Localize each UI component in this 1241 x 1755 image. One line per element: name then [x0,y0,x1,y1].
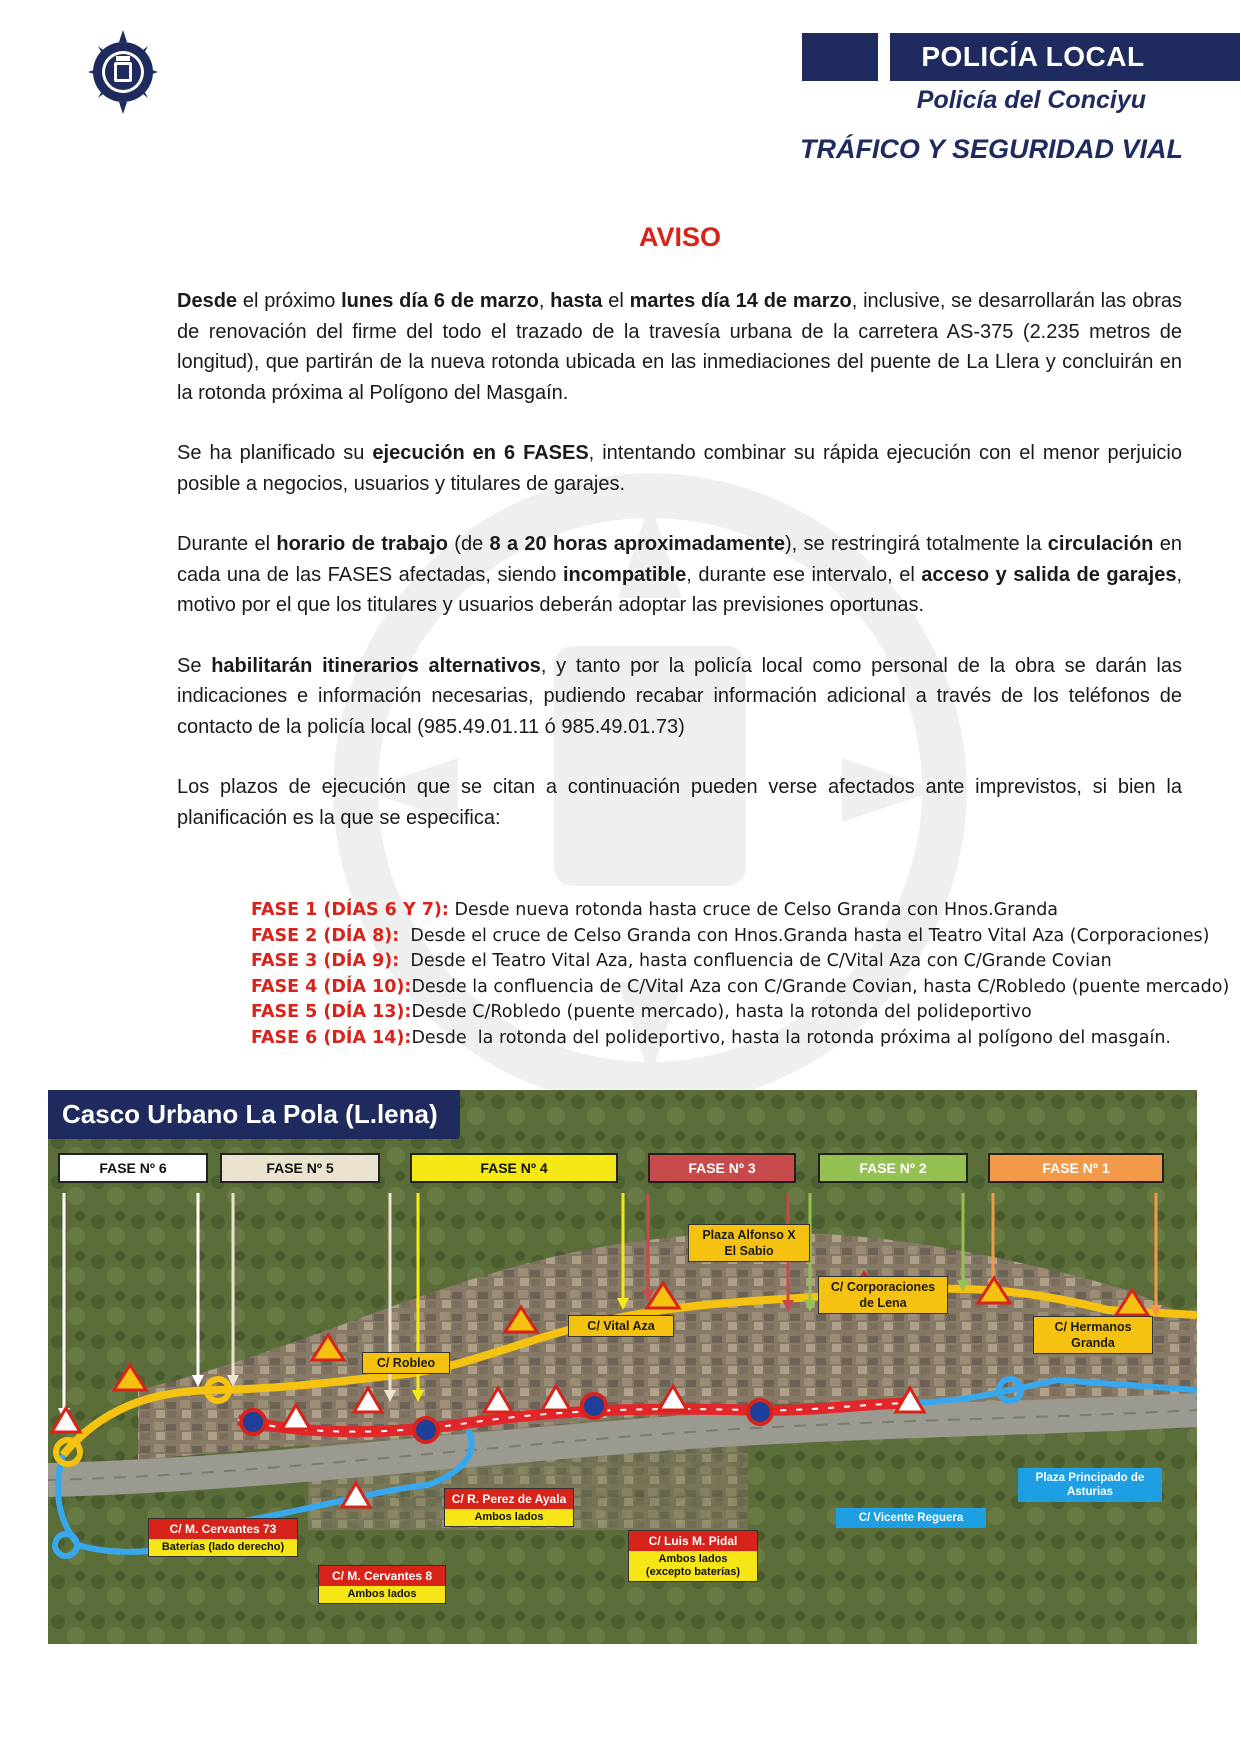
phase-box-2: FASE Nº 2 [818,1153,968,1183]
notice-bold-text: acceso y salida de garajes [921,563,1177,586]
notice-text: Los plazos de ejecución que se citan a continuación pueden verse afectados ante imprevistos, si bien la planificación es la que se especifica: [177,776,1182,829]
phase-description: Desde nueva rotonda hasta cruce de Celso Granda con Hnos.Granda [448,900,1059,920]
notice-text: Se [177,654,212,677]
notice-bold-text: 8 a 20 horas aproximadamente [489,533,785,555]
label-luis-pidal-note: Ambos lados (excepto baterías) [629,1551,757,1581]
notice-text: el [602,290,630,312]
notice-bold-text: incompatible [562,563,687,586]
phase-description: Desde la rotonda del polideportivo, hasta la rotonda próxima al polígono del masgaín. [411,1027,1171,1048]
phase-description: Desde el cruce de Celso Granda con Hnos.Granda hasta el Teatro Vital Aza (Corporaciones) [399,925,1210,946]
header-department: TRÁFICO Y SEGURIDAD VIAL [799,134,1183,164]
notice-text: , motivo por el que los titulares y usuarios deberán adoptar las previsiones oportunas. [177,563,1183,616]
label-plaza-alfonso-text: Plaza Alfonso X El Sabio [702,1228,796,1258]
notice-paragraph [177,438,1182,499]
phase-box-1: FASE Nº 1 [988,1153,1164,1183]
label-vicente-reguera-text: C/ Vicente Reguera [858,1512,964,1524]
route-map [48,1090,1197,1644]
label-luis-pidal [628,1530,758,1582]
label-vital-aza [568,1315,674,1337]
notice-text: , intentando combinar su rápida ejecución con el menor perjuicio posible a negocios, usuarios y titulares de garajes. [177,442,1182,495]
notice-text: (de [447,533,490,555]
phase-label: FASE 2 (DÍA 8): [251,925,400,946]
notice-text: , durante ese intervalo, el [686,563,922,586]
label-corporaciones [818,1276,948,1314]
label-cervantes-8 [318,1565,446,1604]
label-vicente-reguera [836,1508,986,1528]
label-plaza-principado-text: Plaza Principado de Asturias [1035,1472,1145,1498]
phase-description: Desde la confluencia de C/Vital Aza con C/Grande Covian, hasta C/Robledo (puente mercado) [411,976,1230,997]
phase-description: Desde el Teatro Vital Aza, hasta confluencia de C/Vital Aza con C/Grande Covian [399,951,1112,971]
notice-bold-text: lunes día 6 de marzo [341,290,539,312]
label-cervantes-8-street: C/ M. Cervantes 8 [319,1566,445,1586]
map-title: Casco Urbano La Pola (L.lena) [48,1090,460,1139]
label-vital-aza-text: C/ Vital Aza [587,1319,655,1333]
phase-description: Desde C/Robledo (puente mercado), hasta la rotonda del polideportivo [411,1002,1032,1022]
label-perez-ayala [444,1488,574,1527]
notice-bold-text: horario de trabajo [276,533,448,555]
phase-label: FASE 3 (DÍA 9): [251,951,400,971]
notice-bold-text: habilitarán itinerarios alternativos [211,654,541,677]
header-subtitle: Policía del Conciyu [916,86,1146,114]
notice-paragraph [177,286,1182,408]
notice-paragraph [177,772,1182,833]
phase-box-3: FASE Nº 3 [648,1153,796,1183]
label-plaza-principado [1018,1468,1162,1502]
label-corporaciones-text: C/ Corporaciones de Lena [830,1280,936,1310]
notice-text: Se ha planificado su [177,442,373,464]
label-robleo [362,1352,450,1374]
label-hermanos-granda [1033,1316,1153,1354]
phase-item [251,924,1229,950]
label-cervantes-73-street: C/ M. Cervantes 73 [149,1519,297,1539]
label-perez-ayala-street: C/ R. Perez de Ayala [445,1489,573,1509]
label-hermanos-granda-text: C/ Hermanos Granda [1054,1320,1132,1350]
notice-paragraph [177,651,1182,743]
label-perez-ayala-note: Ambos lados [445,1509,573,1526]
label-cervantes-73 [148,1518,298,1557]
phase-list [251,898,1229,1051]
phase-item [251,949,1229,975]
header-bar-notch [878,33,890,81]
notice-bold-text: ejecución en 6 FASES [372,442,589,464]
notice-text: , y tanto por la policía local como personal de la obra se darán las indicaciones e información necesarias, pudiendo recabar información adicional a través de los teléfonos de contacto de la policía local (985.49.01.11 ó 985.49.01.73) [177,654,1182,738]
notice-bold-text: Desde [177,290,238,312]
phase-box-6: FASE Nº 6 [58,1153,208,1183]
notice-heading: AVISO [638,222,721,252]
label-luis-pidal-street: C/ Luis M. Pidal [629,1531,757,1551]
notice-text: el próximo [237,290,342,312]
notice-bold-text: martes día 14 de marzo [629,290,852,312]
police-emblem-icon [86,24,160,120]
phase-item [251,1026,1229,1052]
label-robleo-text: C/ Robleo [376,1356,436,1370]
phase-item [251,898,1229,924]
label-plaza-alfonso [688,1224,810,1262]
notice-bold-text: hasta [550,290,603,312]
phase-item [251,1000,1229,1026]
phase-label: FASE 6 (DÍA 14): [251,1027,412,1048]
phase-box-5: FASE Nº 5 [220,1153,380,1183]
phase-label: FASE 1 (DÍAS 6 Y 7): [251,900,449,920]
notice-body [177,286,1182,863]
phase-box-4: FASE Nº 4 [410,1153,618,1183]
phase-label: FASE 5 (DÍA 13): [251,1002,412,1022]
header-title-bar [802,33,1240,81]
header-title: POLICÍA LOCAL [921,41,1145,72]
notice-text: en cada una de las FASES afectadas, siendo [177,533,1182,586]
notice-text: Durante el [177,533,277,555]
notice-text: , inclusive, se desarrollarán las obras de renovación del firme del todo el trazado de la travesía urbana de la carretera AS-375 (2.235 metros de longitud), que partirán de la nueva rotonda ubicada en las inmediaciones del puente de La Llera y concluirán en la rotonda próxima al Polígono del Masgaín. [177,290,1183,404]
notice-bold-text: circulación [1047,533,1154,555]
notice-paragraph [177,529,1182,621]
phase-label: FASE 4 (DÍA 10): [251,976,412,997]
notice-text: ), se restringirá totalmente la [784,533,1048,555]
notice-text: , [538,290,551,312]
label-cervantes-73-note: Baterías (lado derecho) [149,1539,297,1556]
label-cervantes-8-note: Ambos lados [319,1586,445,1603]
phase-item [251,975,1229,1001]
